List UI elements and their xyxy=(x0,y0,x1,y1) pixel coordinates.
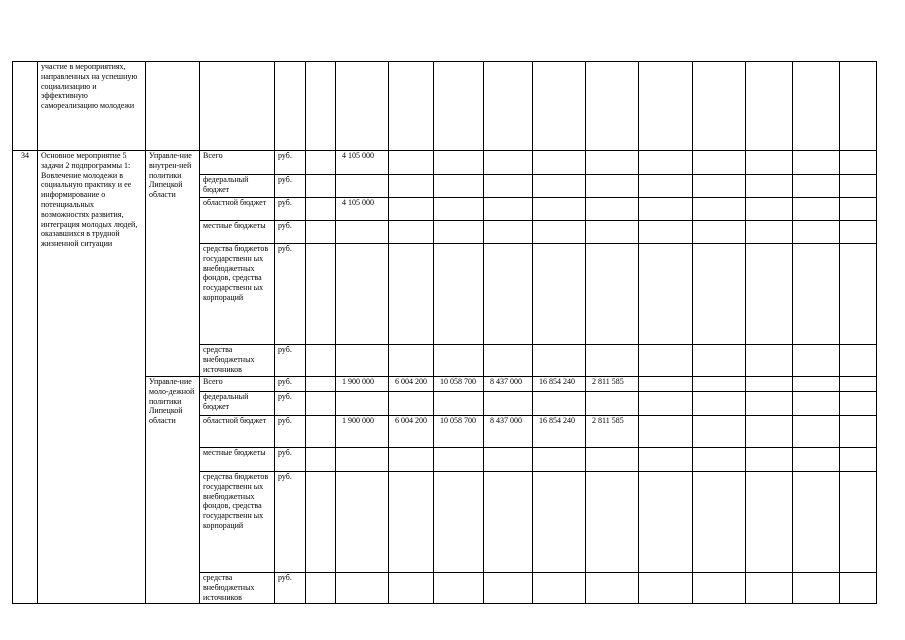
table-cell xyxy=(389,198,434,221)
table-cell xyxy=(306,416,336,448)
table-cell xyxy=(336,472,389,573)
table-cell: 8 437 000 xyxy=(484,416,533,448)
table-cell xyxy=(746,221,793,244)
table-cell xyxy=(746,392,793,416)
table-cell xyxy=(484,175,533,198)
table-cell xyxy=(693,198,746,221)
table-cell xyxy=(434,175,484,198)
table-cell xyxy=(336,448,389,472)
table-row xyxy=(13,62,877,151)
table-cell: 8 437 000 xyxy=(484,377,533,392)
budget-table xyxy=(12,61,877,604)
table-cell xyxy=(586,175,639,198)
table-cell xyxy=(793,392,840,416)
table-cell xyxy=(434,472,484,573)
table-cell: руб. xyxy=(275,392,306,416)
table-cell xyxy=(840,377,877,392)
table-cell xyxy=(746,472,793,573)
table-cell xyxy=(533,244,586,345)
table-cell xyxy=(586,448,639,472)
table-cell xyxy=(484,198,533,221)
table-cell xyxy=(586,244,639,345)
table-cell xyxy=(639,573,693,604)
table-cell: руб. xyxy=(275,175,306,198)
table-cell xyxy=(693,472,746,573)
table-cell xyxy=(840,221,877,244)
table-cell xyxy=(484,392,533,416)
table-cell xyxy=(389,472,434,573)
table-cell: 4 105 000 xyxy=(336,151,389,175)
table-cell xyxy=(389,244,434,345)
table-cell: 34 xyxy=(13,151,38,604)
table-cell xyxy=(306,573,336,604)
table-cell xyxy=(840,472,877,573)
table-cell xyxy=(840,573,877,604)
table-cell xyxy=(434,151,484,175)
table-cell: средства бюджетов государственн ых внебюджетных фондов, средства государственн ых корпораций xyxy=(200,244,275,345)
table-cell xyxy=(840,345,877,377)
table-cell xyxy=(840,416,877,448)
table-cell xyxy=(793,151,840,175)
table-cell xyxy=(533,573,586,604)
table-cell xyxy=(533,175,586,198)
table-cell xyxy=(146,62,200,151)
table-cell xyxy=(484,448,533,472)
table-cell xyxy=(793,345,840,377)
table-cell xyxy=(434,392,484,416)
table-cell xyxy=(533,345,586,377)
table-cell: руб. xyxy=(275,221,306,244)
table-cell xyxy=(746,151,793,175)
table-cell xyxy=(200,62,275,151)
table-cell xyxy=(840,448,877,472)
table-cell xyxy=(389,221,434,244)
table-cell: 1 900 000 xyxy=(336,416,389,448)
table-cell xyxy=(484,345,533,377)
table-cell xyxy=(484,244,533,345)
table-cell xyxy=(389,345,434,377)
table-cell xyxy=(434,448,484,472)
table-cell: 2 811 585 xyxy=(586,377,639,392)
table-cell xyxy=(639,221,693,244)
table-cell xyxy=(336,175,389,198)
table-cell xyxy=(533,151,586,175)
table-cell: руб. xyxy=(275,472,306,573)
table-cell xyxy=(693,377,746,392)
table-cell: 10 058 700 xyxy=(434,377,484,392)
table-cell xyxy=(434,345,484,377)
table-cell: средства внебюджетных источников xyxy=(200,345,275,377)
table-cell xyxy=(306,151,336,175)
table-cell xyxy=(746,573,793,604)
table-cell: федеральный бюджет xyxy=(200,392,275,416)
table-cell xyxy=(586,345,639,377)
table-cell: 10 058 700 xyxy=(434,416,484,448)
table-cell: средства внебюджетных источников xyxy=(200,573,275,604)
table-cell: Всего xyxy=(200,151,275,175)
table-cell: руб. xyxy=(275,448,306,472)
table-cell: 16 854 240 xyxy=(533,377,586,392)
table-cell xyxy=(746,244,793,345)
table-cell xyxy=(793,244,840,345)
table-cell: 2 811 585 xyxy=(586,416,639,448)
table-cell xyxy=(639,377,693,392)
table-cell xyxy=(793,416,840,448)
table-cell xyxy=(746,345,793,377)
table-cell: Всего xyxy=(200,377,275,392)
table-cell xyxy=(434,244,484,345)
table-cell xyxy=(533,392,586,416)
table-cell xyxy=(533,448,586,472)
table-cell: Основное мероприятие 5 задачи 2 подпрограммы 1: Вовлечение молодежи в социальную практику и ее информирование о потенциальных возможностях развития, интеграция молодых людей, оказавшихся в трудной жизненной ситуации xyxy=(38,151,146,604)
table-cell xyxy=(793,175,840,198)
table-cell xyxy=(840,392,877,416)
table-cell: Управле-ние моло-дежной политики Липецкой области xyxy=(146,377,200,604)
table-cell xyxy=(746,416,793,448)
table-cell xyxy=(306,448,336,472)
table-cell xyxy=(746,377,793,392)
table-cell xyxy=(434,198,484,221)
table-cell: местные бюджеты xyxy=(200,221,275,244)
table-cell xyxy=(586,392,639,416)
table-cell xyxy=(693,151,746,175)
table-cell xyxy=(840,198,877,221)
table-cell xyxy=(389,573,434,604)
table-cell xyxy=(434,573,484,604)
table-cell xyxy=(389,151,434,175)
table-cell xyxy=(639,392,693,416)
table-cell: руб. xyxy=(275,198,306,221)
table-cell xyxy=(306,175,336,198)
table-cell: руб. xyxy=(275,244,306,345)
table-cell xyxy=(586,221,639,244)
table-cell xyxy=(306,345,336,377)
table-cell xyxy=(586,151,639,175)
table-cell xyxy=(793,377,840,392)
table-cell xyxy=(275,62,306,151)
table-cell xyxy=(306,198,336,221)
table-cell xyxy=(639,151,693,175)
table-cell: Управле-ние внутрен-ней политики Липецкой области xyxy=(146,151,200,377)
table-cell xyxy=(693,244,746,345)
table-cell: участие в мероприятиях, направленных на успешную социализацию и эффективную самореализацию молодежи xyxy=(38,62,146,151)
table-cell xyxy=(840,175,877,198)
table-cell: руб. xyxy=(275,416,306,448)
table-cell: 4 105 000 xyxy=(336,198,389,221)
table-cell xyxy=(484,472,533,573)
table-cell: областной бюджет xyxy=(200,198,275,221)
table-cell xyxy=(693,345,746,377)
table-cell xyxy=(840,62,877,151)
table-cell xyxy=(639,472,693,573)
table-cell xyxy=(533,62,586,151)
table-cell xyxy=(840,151,877,175)
table-cell xyxy=(793,62,840,151)
table-cell: местные бюджеты xyxy=(200,448,275,472)
table-cell xyxy=(746,448,793,472)
table-cell xyxy=(693,392,746,416)
table-cell xyxy=(484,573,533,604)
table-cell xyxy=(693,221,746,244)
table-cell xyxy=(389,175,434,198)
table-cell xyxy=(639,416,693,448)
table-cell xyxy=(389,392,434,416)
table-row xyxy=(13,151,877,175)
table-cell xyxy=(793,198,840,221)
table-cell xyxy=(434,221,484,244)
table-cell xyxy=(336,62,389,151)
table-cell: руб. xyxy=(275,377,306,392)
table-cell xyxy=(336,573,389,604)
table-cell xyxy=(746,62,793,151)
table-cell: федеральный бюджет xyxy=(200,175,275,198)
table-cell xyxy=(639,198,693,221)
table-cell xyxy=(306,392,336,416)
table-cell xyxy=(586,573,639,604)
table-cell: средства бюджетов государственн ых внебюджетных фондов, средства государственн ых корпораций xyxy=(200,472,275,573)
table-cell xyxy=(306,62,336,151)
table-cell xyxy=(533,221,586,244)
table-cell: 16 854 240 xyxy=(533,416,586,448)
table-cell xyxy=(639,244,693,345)
table-cell xyxy=(793,221,840,244)
table-cell xyxy=(586,62,639,151)
table-cell xyxy=(639,345,693,377)
table-cell xyxy=(306,472,336,573)
table-cell: руб. xyxy=(275,345,306,377)
table-cell xyxy=(746,175,793,198)
table-cell xyxy=(693,448,746,472)
table-cell xyxy=(336,345,389,377)
table-cell xyxy=(840,244,877,345)
table-cell xyxy=(336,392,389,416)
table-cell xyxy=(13,62,38,151)
table-cell xyxy=(484,62,533,151)
table-cell xyxy=(586,472,639,573)
table-cell xyxy=(306,377,336,392)
table-cell xyxy=(306,221,336,244)
table-cell xyxy=(484,221,533,244)
table-cell xyxy=(484,151,533,175)
table-cell: руб. xyxy=(275,151,306,175)
table-cell: руб. xyxy=(275,573,306,604)
table-cell xyxy=(693,416,746,448)
table-cell xyxy=(586,198,639,221)
table-cell xyxy=(793,448,840,472)
table-cell xyxy=(693,62,746,151)
table-cell xyxy=(793,472,840,573)
table-cell xyxy=(306,244,336,345)
table-cell xyxy=(746,198,793,221)
table-cell xyxy=(533,198,586,221)
table-cell xyxy=(793,573,840,604)
table-cell xyxy=(336,221,389,244)
table-cell xyxy=(693,573,746,604)
table-cell xyxy=(639,175,693,198)
table-cell: 6 004 200 xyxy=(389,377,434,392)
table-cell: областной бюджет xyxy=(200,416,275,448)
table-cell xyxy=(336,244,389,345)
table-cell xyxy=(693,175,746,198)
table-cell xyxy=(389,448,434,472)
table-cell xyxy=(434,62,484,151)
table-cell: 1 900 000 xyxy=(336,377,389,392)
table-cell xyxy=(533,472,586,573)
table-cell xyxy=(639,448,693,472)
table-cell xyxy=(639,62,693,151)
table-cell xyxy=(389,62,434,151)
table-cell: 6 004 200 xyxy=(389,416,434,448)
